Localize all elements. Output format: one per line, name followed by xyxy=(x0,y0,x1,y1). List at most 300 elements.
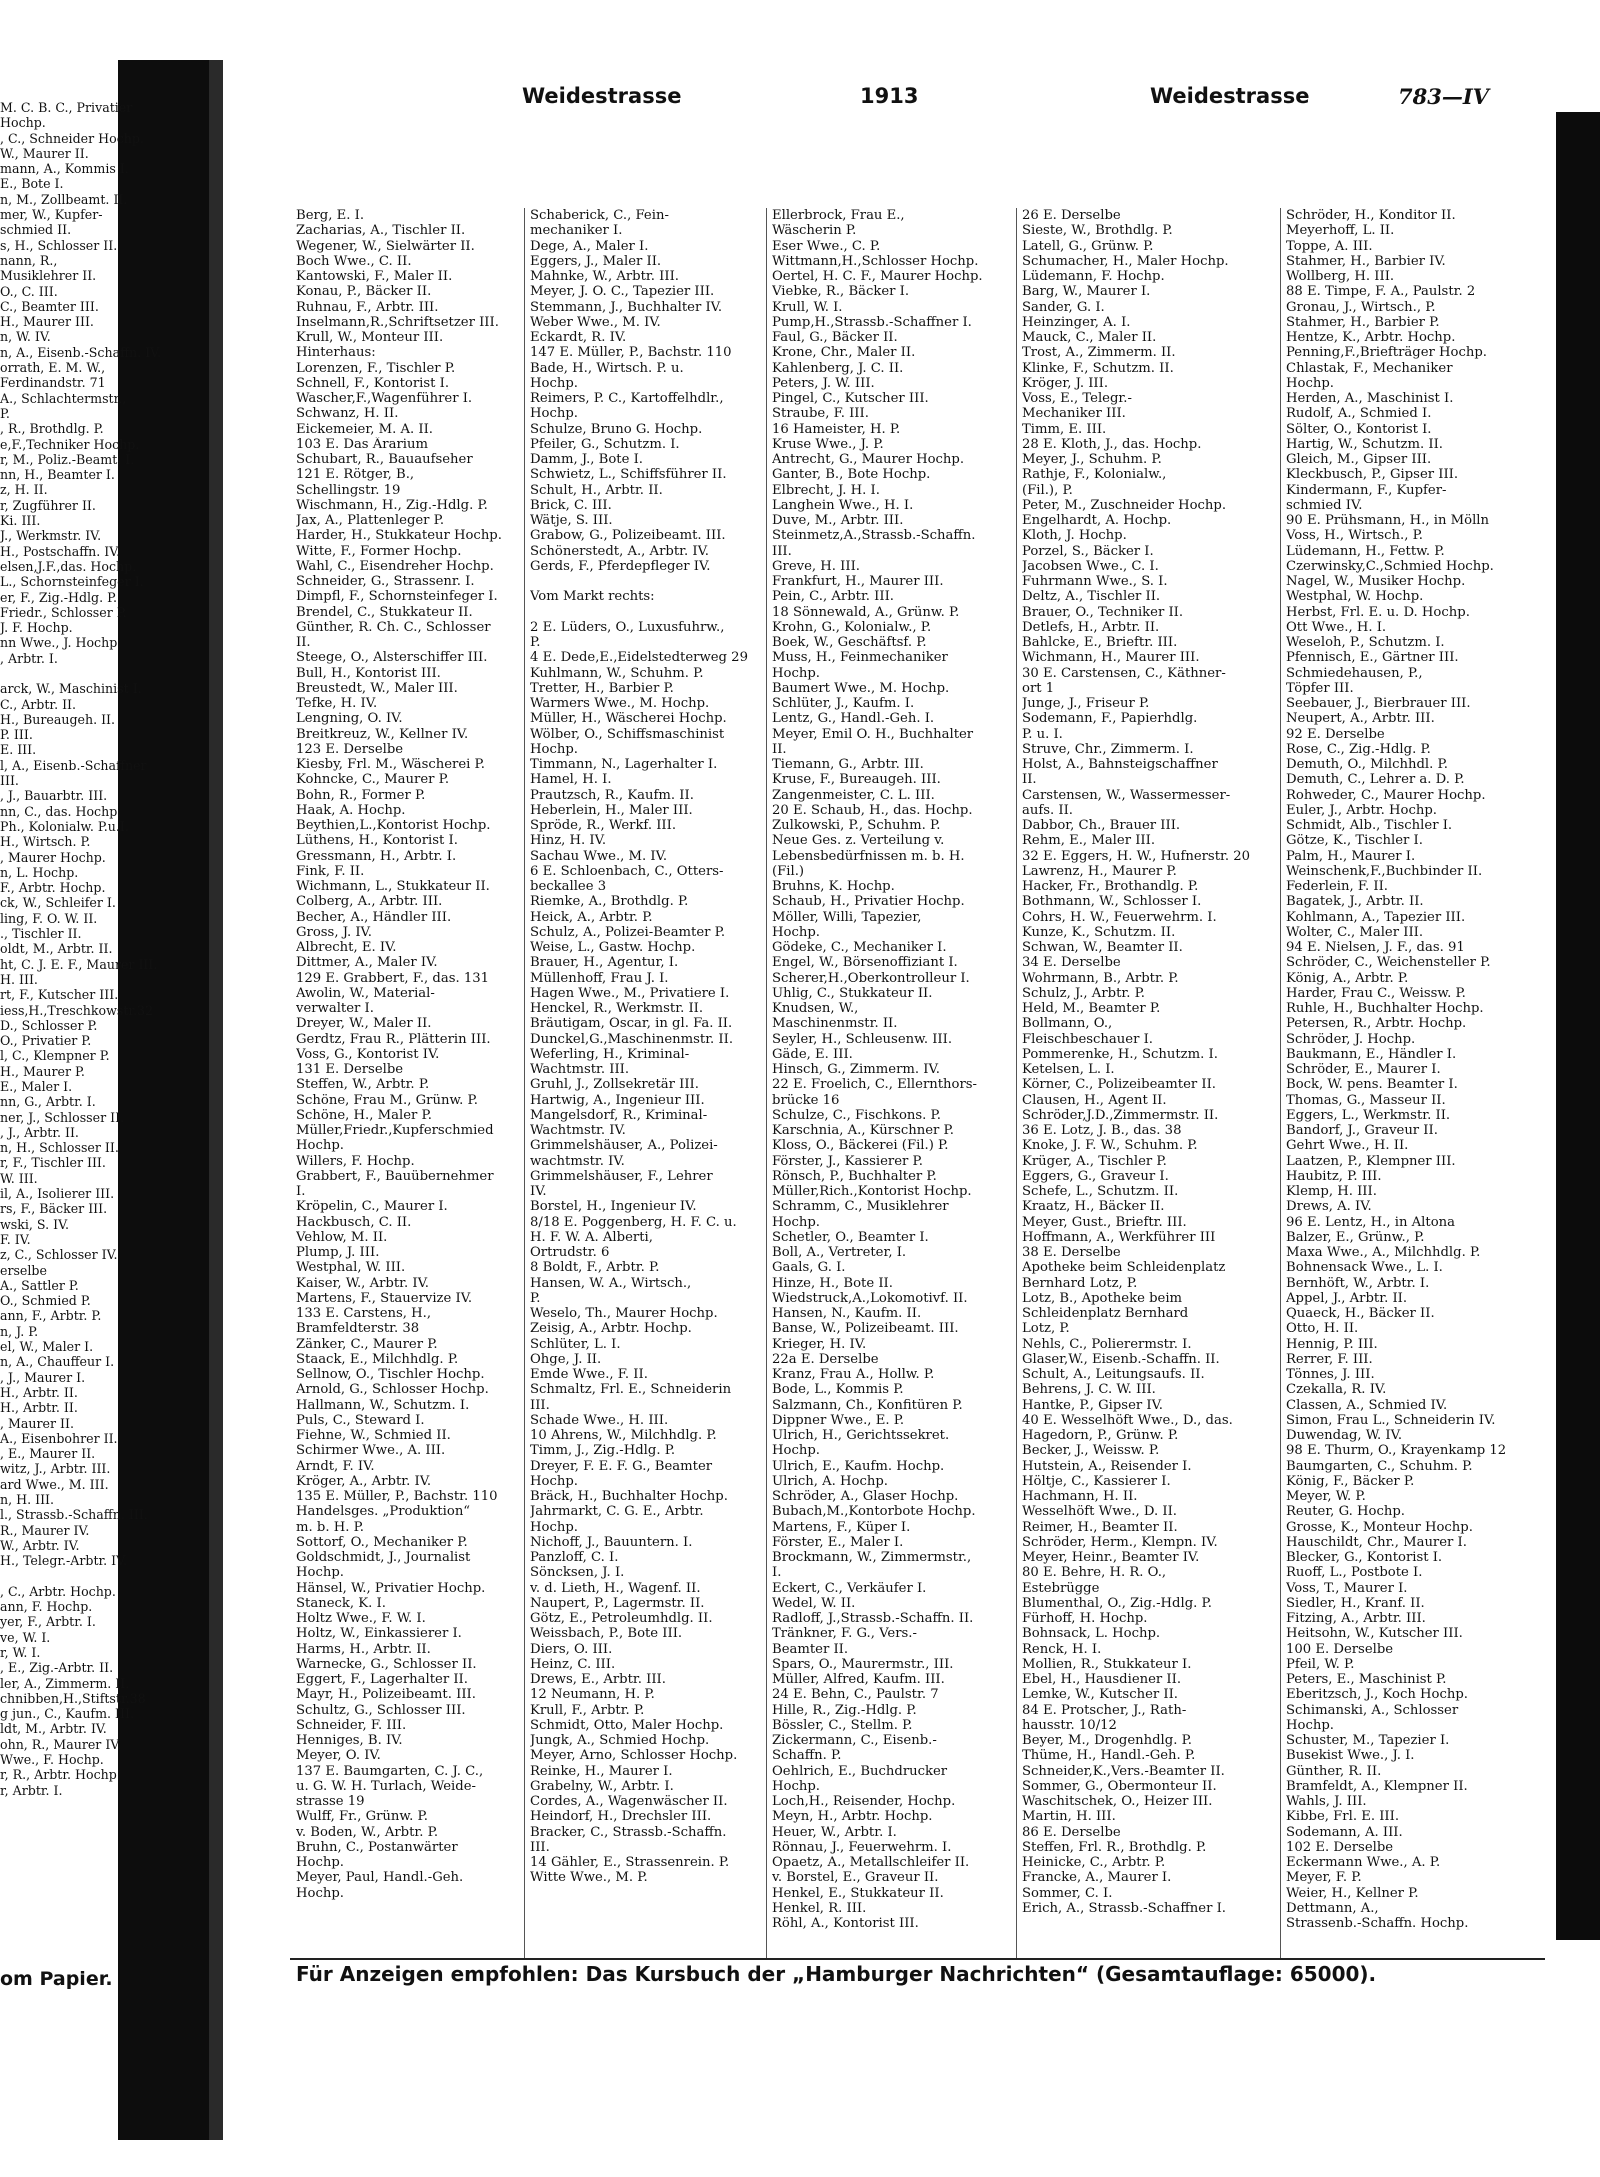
directory-entry: Heuer, W., Arbtr. I. xyxy=(772,1824,897,1840)
directory-entry: g jun., C., Kaufm. III. xyxy=(0,1706,134,1722)
directory-entry: Bothmann, W., Schlosser I. xyxy=(1022,894,1202,910)
directory-entry: Steffen, Frl. R., Brothdlg. P. xyxy=(1022,1839,1207,1855)
directory-entry: Hinze, H., Bote II. xyxy=(772,1275,893,1291)
directory-entry: Timmann, N., Lagerhalter I. xyxy=(530,757,718,772)
directory-entry: Puls, C., Steward I. xyxy=(296,1412,425,1428)
directory-entry: Meyer, W. P. xyxy=(1286,1489,1366,1504)
directory-entry: Gruhl, J., Zollsekretär III. xyxy=(530,1077,699,1093)
column-2 xyxy=(530,208,762,1956)
directory-entry: Siedler, H., Kranf. II. xyxy=(1286,1595,1425,1611)
directory-entry: Schwanz, H. II. xyxy=(296,406,399,422)
directory-entry: , J., Arbtr. II. xyxy=(0,1124,79,1140)
directory-entry: Arnold, G., Schlosser Hochp. xyxy=(296,1382,489,1398)
directory-entry: Kahlenberg, J. C. II. xyxy=(772,360,904,376)
directory-entry: J. F. Hochp. xyxy=(0,620,73,636)
directory-entry: Wascher,F.,Wagenführer I. xyxy=(296,391,473,406)
directory-entry: Wahl, C., Eisendreher Hochp. xyxy=(296,558,494,574)
directory-entry: Oertel, H. C. F., Maurer Hochp. xyxy=(772,269,983,284)
directory-entry: Wachtmstr. III. xyxy=(530,1062,630,1077)
directory-entry: , R., Brothdlg. P. xyxy=(0,421,104,437)
directory-entry: Gehrt Wwe., H. II. xyxy=(1286,1138,1409,1154)
directory-entry: Carstensen, W., Wassermesser- xyxy=(1022,787,1231,803)
directory-entry: Kröger, A., Arbtr. IV. xyxy=(296,1473,432,1489)
directory-entry: H. III. xyxy=(0,971,38,987)
directory-entry: Konau, P., Bäcker II. xyxy=(296,284,432,300)
directory-entry: H., Maurer P. xyxy=(0,1063,85,1079)
directory-entry: 88 E. Timpe, F. A., Paulstr. 2 xyxy=(1286,284,1476,300)
directory-entry: Ulrich, A. Hochp. xyxy=(772,1473,888,1489)
scanner-edge xyxy=(1556,112,1600,1940)
directory-entry: Hochp. xyxy=(772,1443,820,1459)
directory-entry: Drews, E., Arbtr. III. xyxy=(530,1672,666,1687)
directory-entry: Voss, H., Wirtsch., P. xyxy=(1286,528,1424,544)
directory-entry: Becker, J., Weissw. P. xyxy=(1022,1443,1160,1459)
directory-entry: Hochp. xyxy=(296,1855,344,1870)
directory-entry: Eckardt, R. IV. xyxy=(530,330,627,345)
directory-entry: Meyer, J. O. C., Tapezier III. xyxy=(530,284,715,300)
directory-entry: aufs. II. xyxy=(1022,802,1073,818)
column-5 xyxy=(1286,208,1548,1956)
directory-entry: v. d. Lieth, H., Wagenf. II. xyxy=(530,1580,701,1596)
directory-entry: Viebke, R., Bäcker I. xyxy=(772,284,910,300)
directory-entry: Gerdtz, Frau R., Plätterin III. xyxy=(296,1031,491,1047)
directory-entry: Warmers Wwe., M. Hochp. xyxy=(530,696,710,711)
directory-entry: Ganter, B., Bote Hochp. xyxy=(772,467,931,483)
directory-entry: Kantowski, F., Maler II. xyxy=(296,269,453,284)
directory-entry: Struve, Chr., Zimmerm. I. xyxy=(1022,741,1194,757)
directory-entry: Federlein, F. II. xyxy=(1286,879,1388,894)
directory-entry: P. xyxy=(0,405,10,421)
directory-entry: Albrecht, E. IV. xyxy=(296,940,397,955)
directory-entry: 121 E. Rötger, B., xyxy=(296,467,415,483)
directory-entry: Karschnia, A., Kürschner P. xyxy=(772,1123,954,1138)
directory-entry: Hauschildt, Chr., Maurer I. xyxy=(1286,1534,1467,1550)
directory-entry: l, C., Klempner P. xyxy=(0,1048,110,1064)
directory-entry: , J., Maurer I. xyxy=(0,1369,86,1385)
directory-entry: Naupert, P., Lagermstr. II. xyxy=(530,1595,705,1611)
directory-entry: Schubart, R., Bauaufseher xyxy=(296,452,473,467)
directory-entry: Trost, A., Zimmerm. II. xyxy=(1022,345,1176,361)
directory-entry: ldt, M., Arbtr. IV. xyxy=(0,1721,107,1737)
directory-entry: Bohnsack, L. Hochp. xyxy=(1022,1626,1161,1642)
directory-entry: 26 E. Derselbe xyxy=(1022,208,1121,223)
directory-entry: Grabelny, W., Arbtr. I. xyxy=(530,1778,674,1794)
directory-entry: , Maurer II. xyxy=(0,1415,74,1431)
directory-entry: Grabbert, F., Bauübernehmer xyxy=(296,1168,494,1184)
directory-entry: Gerds, F., Pferdepfleger IV. xyxy=(530,558,711,574)
directory-entry: Günther, R. II. xyxy=(1286,1763,1382,1779)
directory-entry: (Fil.), P. xyxy=(1022,482,1073,498)
directory-entry: 6 E. Schloenbach, C., Otters- xyxy=(530,863,724,879)
directory-entry: z, C., Schlosser IV. xyxy=(0,1247,118,1263)
directory-entry: 80 E. Behre, H. R. O., xyxy=(1022,1565,1167,1581)
directory-entry: ard Wwe., M. III. xyxy=(0,1476,109,1492)
directory-entry: Staneck, K. I. xyxy=(296,1595,386,1611)
directory-entry: Estebrügge xyxy=(1022,1580,1100,1596)
directory-entry: Harms, H., Arbtr. II. xyxy=(296,1641,431,1657)
directory-entry: , C., Schneider Hochp. xyxy=(0,130,144,146)
directory-entry: Meyer, F. P. xyxy=(1286,1870,1362,1886)
directory-entry: 147 E. Müller, P., Bachstr. 110 xyxy=(530,345,732,361)
directory-entry: r, Arbtr. I. xyxy=(0,1782,63,1798)
header-street-left: Weidestrasse xyxy=(522,84,682,108)
directory-entry: Kruse, F., Bureaugeh. III. xyxy=(772,772,941,788)
directory-entry: Peter, M., Zuschneider Hochp. xyxy=(1022,497,1227,513)
directory-entry: Schröder, H., Konditor II. xyxy=(1286,208,1456,223)
directory-entry: Schaberick, C., Fein- xyxy=(530,208,669,223)
directory-entry: Weissbach, P., Bote III. xyxy=(530,1626,683,1642)
directory-entry: Kohlmann, A., Tapezier III. xyxy=(1286,909,1466,925)
directory-entry: Witte, F., Former Hochp. xyxy=(296,543,462,559)
directory-entry: Vom Markt rechts: xyxy=(530,589,655,605)
directory-entry: Kunze, K., Schutzm. II. xyxy=(1022,924,1176,940)
directory-entry: Sieste, W., Brothdlg. P. xyxy=(1022,223,1173,239)
directory-entry: Ott Wwe., H. I. xyxy=(1286,619,1387,635)
directory-entry: Bernhöft, W., Arbtr. I. xyxy=(1286,1275,1430,1291)
directory-entry: F., Arbtr. Hochp. xyxy=(0,880,106,896)
column-3 xyxy=(772,208,1012,1956)
directory-entry: 32 E. Eggers, H. W., Hufnerstr. 20 xyxy=(1022,848,1251,864)
directory-entry: mann, A., Kommis I. xyxy=(0,161,129,177)
directory-entry: Wolter, C., Maler III. xyxy=(1286,924,1424,940)
directory-entry: Schöne, Frau M., Grünw. P. xyxy=(296,1092,478,1108)
directory-entry: 94 E. Nielsen, J. F., das. 91 xyxy=(1286,940,1465,955)
directory-entry: 2 E. Lüders, O., Luxusfuhrw., xyxy=(530,619,725,635)
directory-entry: Mechaniker III. xyxy=(1022,406,1126,422)
directory-entry: Müller,Friedr.,Kupferschmied xyxy=(296,1123,494,1138)
directory-entry: Pein, C., Arbtr. III. xyxy=(772,589,895,605)
header-street-right: Weidestrasse xyxy=(1150,84,1310,108)
directory-entry: Stahmer, H., Barbier IV. xyxy=(1286,253,1446,269)
directory-entry: D., Schlosser P. xyxy=(0,1017,98,1033)
directory-entry: Boek, W., Geschäftsf. P. xyxy=(772,635,927,650)
directory-entry: IV. xyxy=(530,1184,547,1199)
directory-entry: n, H. III. xyxy=(0,1492,55,1508)
directory-entry: Fuhrmann Wwe., S. I. xyxy=(1022,574,1168,589)
directory-entry: Holst, A., Bahnsteigschaffner xyxy=(1022,757,1218,772)
directory-entry: Schröder,J.D.,Zimmermstr. II. xyxy=(1022,1107,1219,1123)
directory-entry: Holtz, W., Einkassierer I. xyxy=(296,1626,462,1642)
directory-entry: 34 E. Derselbe xyxy=(1022,955,1121,971)
directory-entry: Banse, W., Polizeibeamt. III. xyxy=(772,1321,959,1337)
directory-entry: Mauck, C., Maler II. xyxy=(1022,330,1157,345)
directory-entry: Schneider,K.,Vers.-Beamter II. xyxy=(1022,1763,1225,1779)
directory-entry: 22a E. Derselbe xyxy=(772,1351,879,1367)
directory-entry: Cordes, A., Wagenwäscher II. xyxy=(530,1794,728,1809)
directory-entry: Harder, H., Stukkateur Hochp. xyxy=(296,528,502,544)
directory-entry: Ferdinandstr. 71 xyxy=(0,375,106,391)
directory-entry: Timm, E. III. xyxy=(1022,421,1107,437)
directory-entry: Arndt, F. IV. xyxy=(296,1458,375,1474)
directory-entry: Schröder, A., Glaser Hochp. xyxy=(772,1489,959,1504)
directory-entry xyxy=(0,1569,200,1584)
directory-entry: Kindermann, F., Kupfer- xyxy=(1286,482,1447,498)
directory-entry: erselbe xyxy=(0,1262,47,1278)
directory-entry: Wätje, S. III. xyxy=(530,513,613,528)
directory-entry: , C., Arbtr. Hochp. xyxy=(0,1583,116,1599)
directory-entry: Eckert, C., Verkäufer I. xyxy=(772,1580,927,1596)
directory-entry: nann, R., xyxy=(0,252,58,268)
directory-entry: Jacobsen Wwe., C. I. xyxy=(1022,558,1159,574)
directory-entry: Schneider, G., Strassenr. I. xyxy=(296,574,475,589)
directory-entry: Hentze, K., Arbtr. Hochp. xyxy=(1286,330,1456,345)
directory-entry: Pfennisch, E., Gärtner III. xyxy=(1286,650,1459,666)
directory-entry: Schaub, H., Privatier Hochp. xyxy=(772,894,965,910)
directory-entry: Plump, J. III. xyxy=(296,1245,380,1260)
directory-entry: Palm, H., Maurer I. xyxy=(1286,848,1416,864)
directory-entry: 133 E. Carstens, H., xyxy=(296,1306,432,1321)
directory-entry: Möller, Willi, Tapezier, xyxy=(772,909,922,925)
directory-entry: Lebensbedürfnissen m. b. H. xyxy=(772,848,965,864)
directory-entry: Brockmann, W., Zimmermstr., xyxy=(772,1550,972,1565)
column-rule xyxy=(1280,208,1281,1958)
directory-entry: v. Borstel, E., Graveur II. xyxy=(772,1870,939,1886)
directory-entry: Quaeck, H., Bäcker II. xyxy=(1286,1306,1435,1321)
directory-entry: Elbrecht, J. H. I. xyxy=(772,482,880,498)
directory-entry: Thüme, H., Handl.-Geh. P. xyxy=(1022,1748,1196,1764)
directory-entry: Timm, J., Zig.-Hdlg. P. xyxy=(530,1443,676,1459)
directory-entry: II. xyxy=(296,635,311,650)
column-1 xyxy=(296,208,520,1956)
directory-entry: Weier, H., Kellner P. xyxy=(1286,1885,1419,1901)
directory-entry: 103 E. Das Ärarium xyxy=(296,436,428,452)
directory-entry: Rohweder, C., Maurer Hochp. xyxy=(1286,787,1486,803)
directory-entry: Scherer,H.,Oberkontrolleur I. xyxy=(772,970,970,986)
directory-entry: Pfeil, W. P. xyxy=(1286,1656,1355,1672)
directory-entry: n, L. Hochp. xyxy=(0,864,79,880)
directory-entry: 8 Boldt, F., Arbtr. P. xyxy=(530,1260,660,1276)
directory-entry: Faul, G., Bäcker II. xyxy=(772,330,898,345)
directory-entry: Hochp. xyxy=(296,1885,344,1901)
directory-entry: Appel, J., Arbtr. II. xyxy=(1286,1290,1408,1306)
directory-entry: Wischmann, H., Zig.-Hdlg. P. xyxy=(296,497,488,513)
directory-entry: Heick, A., Arbtr. P. xyxy=(530,909,653,925)
directory-entry: Schwietz, L., Schiffsführer II. xyxy=(530,467,727,483)
directory-entry: I. xyxy=(772,1565,782,1581)
directory-entry: Schetler, O., Beamter I. xyxy=(772,1229,929,1245)
directory-entry: Detlefs, H., Arbtr. II. xyxy=(1022,619,1160,635)
directory-entry: Herbst, Frl. E. u. D. Hochp. xyxy=(1286,604,1470,620)
directory-entry: Eickemeier, M. A. II. xyxy=(296,421,433,437)
directory-entry: Schulz, J., Arbtr. P. xyxy=(1022,985,1145,1001)
directory-entry xyxy=(530,574,762,589)
directory-entry: Meyer, Gust., Brieftr. III. xyxy=(1022,1214,1187,1230)
directory-entry: Hochp. xyxy=(530,375,578,391)
directory-entry: König, A., Arbtr. P. xyxy=(1286,970,1409,986)
directory-entry: ling, F. O. W. II. xyxy=(0,910,98,926)
directory-entry: Penning,F.,Briefträger Hochp. xyxy=(1286,345,1487,361)
directory-entry: Stahmer, H., Barbier P. xyxy=(1286,314,1440,330)
directory-entry: Meyerhoff, L. II. xyxy=(1286,223,1395,239)
directory-entry: Prautzsch, R., Kaufm. II. xyxy=(530,787,694,803)
directory-entry: Schult, A., Leitungsaufs. II. xyxy=(1022,1367,1205,1382)
directory-entry: E., Bote I. xyxy=(0,176,64,192)
directory-entry: brücke 16 xyxy=(772,1092,840,1108)
directory-entry: Hartwig, A., Ingenieur III. xyxy=(530,1092,705,1108)
directory-entry: Steinmetz,A.,Strassb.-Schaffn. xyxy=(772,528,976,544)
directory-entry: Mayr, H., Polizeibeamt. III. xyxy=(296,1687,476,1703)
directory-entry: Müller, Alfred, Kaufm. III. xyxy=(772,1672,945,1687)
directory-entry: Lüdemann, F. Hochp. xyxy=(1022,269,1165,284)
directory-entry: Baukmann, E., Händler I. xyxy=(1286,1046,1457,1062)
directory-entry: Voss, T., Maurer I. xyxy=(1286,1580,1408,1596)
directory-entry: Musiklehrer II. xyxy=(0,268,97,284)
directory-entry: Martin, H. III. xyxy=(1022,1809,1116,1825)
directory-entry: III. xyxy=(530,1839,550,1855)
directory-entry: Bohnensack Wwe., L. I. xyxy=(1286,1260,1443,1276)
directory-entry: Wichmann, H., Maurer III. xyxy=(1022,650,1200,666)
directory-entry: Frankfurt, H., Maurer III. xyxy=(772,574,944,589)
directory-entry: Westphal, W. Hochp. xyxy=(1286,589,1424,605)
directory-entry: ort 1 xyxy=(1022,680,1055,696)
directory-entry: Bubach,M.,Kontorbote Hochp. xyxy=(772,1504,976,1520)
directory-entry: m. b. H. P. xyxy=(296,1519,364,1535)
directory-entry: Neupert, A., Arbtr. III. xyxy=(1286,711,1435,727)
directory-entry: Beamter II. xyxy=(772,1641,849,1657)
directory-entry: Dreyer, W., Maler II. xyxy=(296,1016,432,1032)
directory-entry: P. xyxy=(530,1290,541,1306)
directory-entry: A., Schlachtermstr., xyxy=(0,390,127,406)
directory-entry: Sachau Wwe., M. IV. xyxy=(530,848,668,864)
directory-entry: Reimers, P. C., Kartoffelhdlr., xyxy=(530,391,724,406)
directory-entry: Beyer, M., Drogenhdlg. P. xyxy=(1022,1733,1192,1748)
directory-entry: Schleidenplatz Bernhard xyxy=(1022,1306,1189,1321)
directory-entry: Hochp. xyxy=(772,665,820,681)
directory-entry: Schneider, F. III. xyxy=(296,1717,407,1733)
directory-entry xyxy=(530,605,762,620)
directory-entry: el, W., Maler I. xyxy=(0,1339,94,1355)
directory-entry: Straube, F. III. xyxy=(772,406,869,422)
directory-entry: Steffen, W., Arbtr. P. xyxy=(296,1077,430,1093)
directory-entry: Kiesby, Frl. M., Wäscherei P. xyxy=(296,757,485,772)
directory-entry: ohn, R., Maurer IV. xyxy=(0,1736,122,1752)
directory-entry: R., Maurer IV. xyxy=(0,1522,90,1538)
directory-entry: Inselmann,R.,Schriftsetzer III. xyxy=(296,314,499,330)
gutter-shadow xyxy=(209,60,223,2140)
directory-entry: Dunckel,G.,Maschinenmstr. II. xyxy=(530,1031,734,1047)
column-rule xyxy=(1016,208,1017,1958)
directory-entry: Duwendag, W. IV. xyxy=(1286,1428,1403,1443)
directory-entry: Wohrmann, B., Arbtr. P. xyxy=(1022,970,1179,986)
directory-entry: 18 Sönnewald, A., Grünw. P. xyxy=(772,604,960,620)
directory-entry: Schefe, L., Schutzm. II. xyxy=(1022,1184,1179,1199)
directory-entry: Antrecht, G., Maurer Hochp. xyxy=(772,452,965,467)
directory-entry: L., Schornsteinfeger I. xyxy=(0,574,144,590)
directory-entry: Euler, J., Arbtr. Hochp. xyxy=(1286,802,1437,818)
directory-entry: Lemke, W., Kutscher II. xyxy=(1022,1687,1178,1703)
directory-entry: Boch Wwe., C. II. xyxy=(296,253,412,269)
directory-entry: Cohrs, H. W., Feuerwehrm. I. xyxy=(1022,909,1217,925)
directory-entry: Schulze, Bruno G. Hochp. xyxy=(530,421,703,437)
directory-entry: Demuth, C., Lehrer a. D. P. xyxy=(1286,772,1465,788)
directory-entry: Schröder, C., Weichensteller P. xyxy=(1286,955,1491,971)
directory-entry: Knudsen, W., xyxy=(772,1001,859,1016)
directory-entry: I. xyxy=(296,1184,306,1199)
directory-entry: Dreyer, F. E. F. G., Beamter xyxy=(530,1458,713,1474)
directory-entry: Bernhard Lotz, P. xyxy=(1022,1275,1138,1291)
directory-entry: rs, F., Bäcker III. xyxy=(0,1201,108,1217)
directory-entry: u. G. W. H. Turlach, Weide- xyxy=(296,1778,476,1794)
directory-entry: 8/18 E. Poggenberg, H. F. C. u. xyxy=(530,1214,737,1230)
directory-entry: chnibben,H.,Stiftstr.38 xyxy=(0,1690,146,1706)
directory-entry: Strassenb.-Schaffn. Hochp. xyxy=(1286,1916,1469,1931)
directory-entry: Sölter, O., Kontorist I. xyxy=(1286,421,1432,437)
directory-entry: Kruse Wwe., J. P. xyxy=(772,436,884,452)
directory-entry: Ulrich, E., Kaufm. Hochp. xyxy=(772,1458,945,1474)
directory-entry: iess,H.,Treschkowstr.32 xyxy=(0,1002,154,1018)
directory-entry: Hochp. xyxy=(772,1214,820,1230)
directory-entry: Hackbusch, C. II. xyxy=(296,1214,412,1230)
directory-entry: Clausen, H., Agent II. xyxy=(1022,1092,1167,1108)
directory-entry: W. III. xyxy=(0,1170,38,1186)
directory-entry: Söncksen, J. I. xyxy=(530,1565,625,1581)
directory-entry: Henkel, E., Stukkateur II. xyxy=(772,1885,944,1901)
directory-entry: Krull, W. I. xyxy=(772,299,843,315)
directory-entry: Pump,H.,Strassb.-Schaffner I. xyxy=(772,314,972,330)
directory-entry: l, A., Eisenb.-Schaffner xyxy=(0,757,147,773)
directory-entry: Krone, Chr., Maler II. xyxy=(772,345,916,361)
header-year: 1913 xyxy=(860,84,919,108)
directory-entry: n, A., Chauffeur I. xyxy=(0,1354,115,1370)
directory-entry: Czerwinsky,C.,Schmied Hochp. xyxy=(1286,558,1494,574)
directory-entry: Meyer, Heinr., Beamter IV. xyxy=(1022,1550,1200,1565)
directory-entry: mechaniker I. xyxy=(530,223,623,239)
directory-entry: Krieger, H. IV. xyxy=(772,1336,867,1352)
directory-entry: Chlastak, F., Mechaniker xyxy=(1286,360,1453,376)
directory-entry: Ebel, H., Hausdiener II. xyxy=(1022,1672,1182,1687)
directory-entry: 30 E. Carstensen, C., Käthner- xyxy=(1022,665,1226,681)
directory-entry: Becher, A., Händler III. xyxy=(296,909,452,925)
directory-entry: C., Beamter III. xyxy=(0,298,99,314)
directory-entry: Hochp. xyxy=(296,1138,344,1154)
directory-entry: 123 E. Derselbe xyxy=(296,741,404,757)
directory-entry: Spröde, R., Werkf. III. xyxy=(530,818,677,833)
directory-entry: Kibbe, Frl. E. III. xyxy=(1286,1809,1400,1825)
directory-entry: Opaetz, A., Metallschleifer II. xyxy=(772,1855,970,1870)
directory-entry: Borstel, H., Ingenieur IV. xyxy=(530,1199,697,1215)
directory-entry: elsen,J.F.,das. Hochp. xyxy=(0,558,137,574)
directory-entry: Müllenhoff, Frau J. I. xyxy=(530,970,669,986)
directory-entry: Schultz, G., Schlosser III. xyxy=(296,1702,466,1718)
directory-entry: , Arbtr. I. xyxy=(0,650,58,666)
directory-entry: Hinz, H. IV. xyxy=(530,833,607,849)
directory-entry: Wedel, W. II. xyxy=(772,1595,856,1611)
directory-entry: n, H., Schlosser II. xyxy=(0,1140,119,1156)
directory-entry: Haak, A. Hochp. xyxy=(296,802,406,818)
directory-entry: 86 E. Derselbe xyxy=(1022,1824,1121,1840)
directory-entry: Rönsch, P., Buchhalter P. xyxy=(772,1168,937,1184)
directory-entry: König, F., Bäcker P. xyxy=(1286,1473,1415,1489)
directory-entry: Kloss, O., Bäckerei (Fil.) P. xyxy=(772,1138,949,1154)
directory-entry: Kranz, Frau A., Hollw. P. xyxy=(772,1367,935,1382)
directory-entry: r, R., Arbtr. Hochp. xyxy=(0,1767,121,1783)
directory-entry: Schlüter, L. I. xyxy=(530,1336,621,1352)
directory-entry: Eggers, J., Maler II. xyxy=(530,253,662,269)
directory-entry: Bracker, C., Strassb.-Schaffn. xyxy=(530,1824,727,1840)
directory-entry: Henckel, R., Werkmstr. II. xyxy=(530,1001,704,1016)
directory-entry: Schönerstedt, A., Arbtr. IV. xyxy=(530,543,709,559)
directory-entry: E. III. xyxy=(0,742,37,758)
directory-entry: Kloth, J. Hochp. xyxy=(1022,528,1127,544)
directory-entry: Schuster, M., Tapezier I. xyxy=(1286,1733,1450,1748)
directory-entry: Förster, J., Kassierer P. xyxy=(772,1153,923,1169)
directory-entry: witz, J., Arbtr. III. xyxy=(0,1461,111,1477)
directory-entry: , E., Zig.-Arbtr. II. xyxy=(0,1660,114,1676)
directory-entry: Bramfeldt, A., Klempner II. xyxy=(1286,1778,1468,1794)
directory-entry: Weinschenk,F.,Buchbinder II. xyxy=(1286,863,1483,879)
directory-entry: 16 Hameister, H. P. xyxy=(772,421,901,437)
directory-entry: Hänsel, W., Privatier Hochp. xyxy=(296,1580,486,1596)
